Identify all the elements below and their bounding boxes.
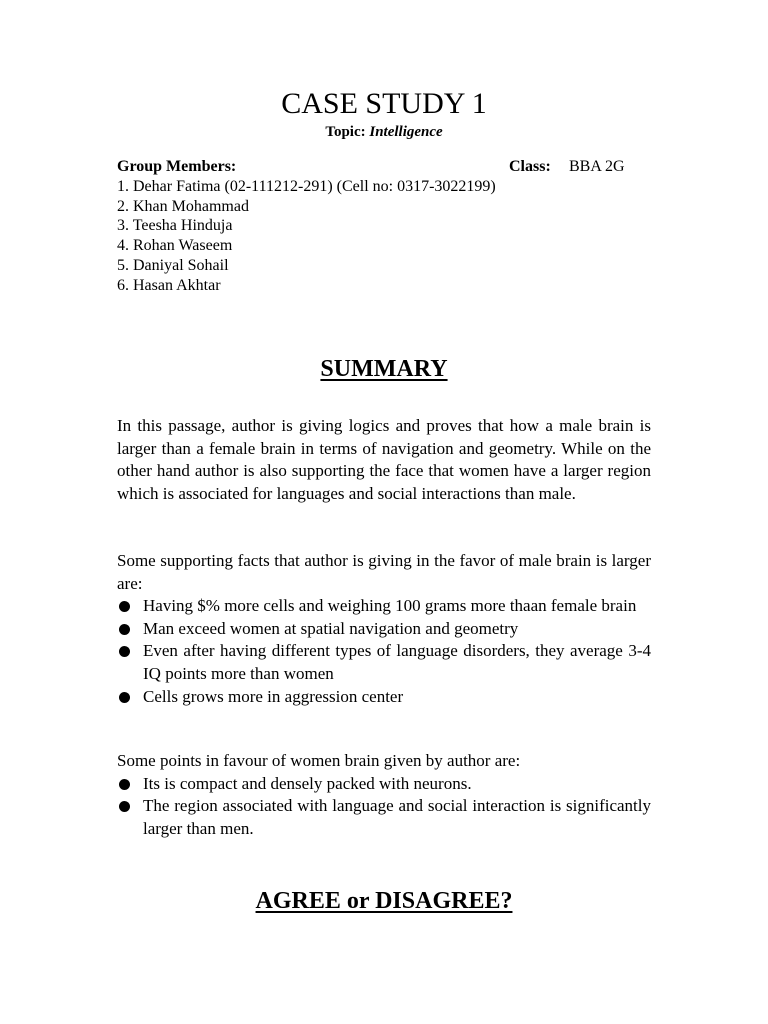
bullet-icon <box>119 692 130 703</box>
bullet-icon <box>119 624 130 635</box>
class-label: Class: <box>509 158 551 175</box>
group-members-block <box>117 157 657 296</box>
topic-value: Intelligence <box>369 124 443 140</box>
member-item: 5. Daniyal Sohail <box>117 256 229 274</box>
member-item: 3. Teesha Hinduja <box>117 217 233 235</box>
list-item <box>117 686 651 709</box>
list-item <box>117 595 651 618</box>
male-facts-section <box>117 550 651 708</box>
list-item-text: Having $% more cells and weighing 100 grams more thaan female brain <box>143 596 637 616</box>
female-facts-section <box>117 750 651 840</box>
list-item-text: Its is compact and densely packed with neurons. <box>143 773 472 793</box>
list-item <box>117 773 651 796</box>
female-facts-intro: Some points in favour of women brain given by author are: <box>117 751 521 770</box>
agree-disagree-heading: AGREE or DISAGREE? <box>255 888 513 914</box>
topic-line <box>0 122 768 142</box>
list-item <box>117 640 651 685</box>
member-item: 6. Hasan Akhtar <box>117 276 221 294</box>
male-facts-list <box>117 595 651 708</box>
list-item <box>117 795 651 840</box>
list-item <box>117 618 651 641</box>
list-item-text: Even after having different types of language disorders, they average 3-4 IQ points more than women <box>143 641 651 683</box>
list-item-text: Cells grows more in aggression center <box>143 686 404 706</box>
bullet-icon <box>119 646 130 657</box>
summary-heading: SUMMARY <box>320 356 448 382</box>
class-value: BBA 2G <box>569 158 625 175</box>
member-item: 4. Rohan Waseem <box>117 237 233 255</box>
bullet-icon <box>119 601 130 612</box>
member-item: 2. Khan Mohammad <box>117 197 249 215</box>
list-item-text: The region associated with language and social interaction is significantly larger than men. <box>143 796 651 838</box>
bullet-icon <box>119 779 130 790</box>
list-item-text: Man exceed women at spatial navigation and geometry <box>143 618 519 638</box>
group-members-label: Group Members: <box>117 158 237 175</box>
male-facts-intro: Some supporting facts that author is giving in the favor of male brain is larger are: <box>117 551 651 593</box>
member-item: 1. Dehar Fatima (02-111212-291) (Cell no: 0317-3022199) <box>117 177 496 195</box>
female-facts-list <box>117 773 651 841</box>
topic-label: Topic: <box>325 124 366 140</box>
bullet-icon <box>119 801 130 812</box>
document-title: CASE STUDY 1 <box>281 87 487 120</box>
summary-intro-paragraph: In this passage, author is giving logics and proves that how a male brain is larger than a female brain in terms of navigation and geometry. While on the other hand author is also supporting the face that women have a larger region which is associated for languages and social interactions than male. <box>117 416 651 503</box>
group-header-row <box>117 157 657 177</box>
